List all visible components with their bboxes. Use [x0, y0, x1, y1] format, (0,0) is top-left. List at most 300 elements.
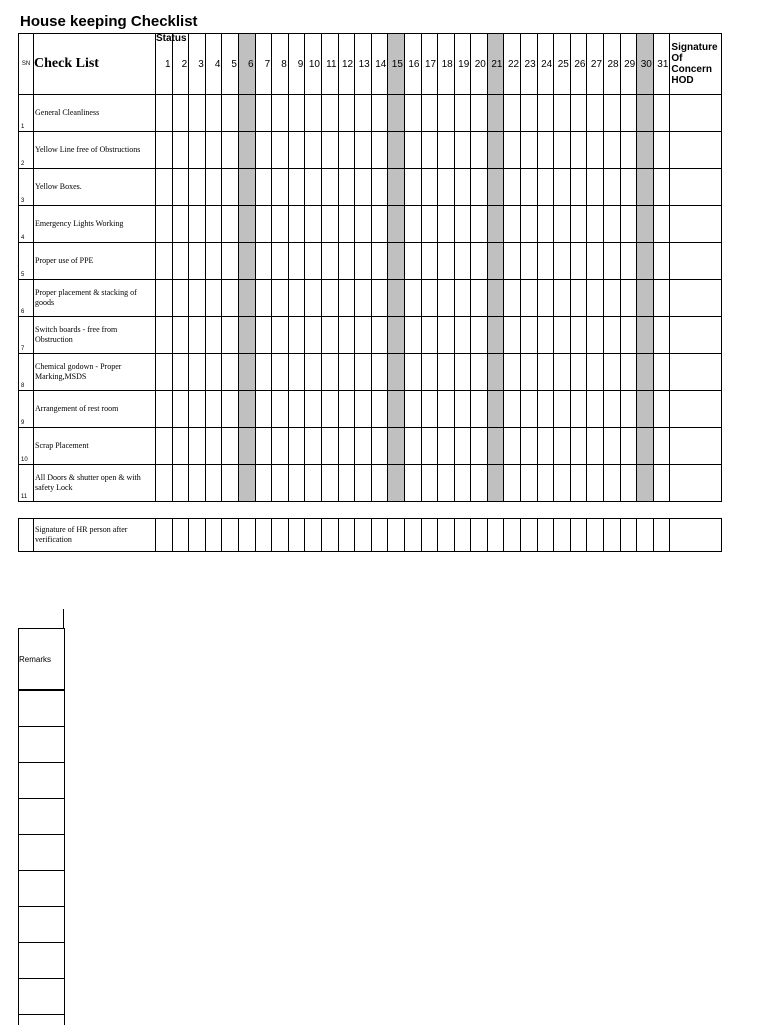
signature-cell[interactable]	[670, 206, 722, 243]
status-cell[interactable]	[321, 95, 338, 132]
status-cell[interactable]	[620, 428, 637, 465]
status-cell[interactable]	[288, 169, 305, 206]
status-cell[interactable]	[620, 465, 637, 502]
hr-day-cell[interactable]	[338, 519, 355, 552]
hr-day-cell[interactable]	[537, 519, 554, 552]
hr-day-cell[interactable]	[620, 519, 637, 552]
status-cell[interactable]	[338, 317, 355, 354]
hr-day-cell[interactable]	[421, 519, 438, 552]
hr-day-cell[interactable]	[355, 519, 372, 552]
status-cell[interactable]	[487, 169, 504, 206]
status-cell[interactable]	[587, 465, 604, 502]
remarks-cell[interactable]	[19, 871, 65, 907]
status-cell[interactable]	[371, 206, 388, 243]
status-cell[interactable]	[321, 428, 338, 465]
remarks-cell[interactable]	[19, 690, 65, 727]
status-cell[interactable]	[205, 428, 222, 465]
hr-day-cell[interactable]	[238, 519, 255, 552]
status-cell[interactable]	[637, 391, 654, 428]
status-cell[interactable]	[156, 465, 173, 502]
status-cell[interactable]	[338, 354, 355, 391]
status-cell[interactable]	[305, 243, 322, 280]
status-cell[interactable]	[554, 465, 571, 502]
status-cell[interactable]	[172, 391, 189, 428]
status-cell[interactable]	[205, 206, 222, 243]
status-cell[interactable]	[156, 280, 173, 317]
status-cell[interactable]	[438, 132, 455, 169]
status-cell[interactable]	[156, 169, 173, 206]
status-cell[interactable]	[421, 169, 438, 206]
status-cell[interactable]	[421, 243, 438, 280]
status-cell[interactable]	[205, 391, 222, 428]
status-cell[interactable]	[272, 243, 289, 280]
status-cell[interactable]	[355, 132, 372, 169]
status-cell[interactable]	[653, 169, 670, 206]
status-cell[interactable]	[438, 391, 455, 428]
status-cell[interactable]	[471, 206, 488, 243]
status-cell[interactable]	[537, 95, 554, 132]
status-cell[interactable]	[637, 465, 654, 502]
status-cell[interactable]	[570, 206, 587, 243]
status-cell[interactable]	[321, 243, 338, 280]
signature-cell[interactable]	[670, 243, 722, 280]
status-cell[interactable]	[504, 280, 521, 317]
status-cell[interactable]	[587, 169, 604, 206]
remarks-cell[interactable]	[19, 835, 65, 871]
status-cell[interactable]	[438, 354, 455, 391]
hr-day-cell[interactable]	[255, 519, 272, 552]
status-cell[interactable]	[421, 317, 438, 354]
remarks-cell[interactable]	[19, 907, 65, 943]
status-cell[interactable]	[172, 169, 189, 206]
status-cell[interactable]	[421, 465, 438, 502]
status-cell[interactable]	[272, 391, 289, 428]
status-cell[interactable]	[521, 280, 538, 317]
status-cell[interactable]	[570, 243, 587, 280]
status-cell[interactable]	[288, 95, 305, 132]
status-cell[interactable]	[388, 243, 405, 280]
status-cell[interactable]	[587, 391, 604, 428]
signature-cell[interactable]	[670, 317, 722, 354]
status-cell[interactable]	[454, 243, 471, 280]
status-cell[interactable]	[189, 354, 206, 391]
status-cell[interactable]	[637, 132, 654, 169]
status-cell[interactable]	[371, 317, 388, 354]
status-cell[interactable]	[338, 280, 355, 317]
signature-cell[interactable]	[670, 465, 722, 502]
status-cell[interactable]	[288, 317, 305, 354]
status-cell[interactable]	[653, 206, 670, 243]
status-cell[interactable]	[471, 465, 488, 502]
status-cell[interactable]	[205, 465, 222, 502]
status-cell[interactable]	[637, 95, 654, 132]
status-cell[interactable]	[321, 169, 338, 206]
status-cell[interactable]	[570, 354, 587, 391]
status-cell[interactable]	[222, 169, 239, 206]
hr-day-cell[interactable]	[604, 519, 621, 552]
status-cell[interactable]	[222, 280, 239, 317]
status-cell[interactable]	[305, 132, 322, 169]
status-cell[interactable]	[272, 280, 289, 317]
status-cell[interactable]	[388, 280, 405, 317]
status-cell[interactable]	[156, 243, 173, 280]
status-cell[interactable]	[189, 243, 206, 280]
status-cell[interactable]	[355, 206, 372, 243]
status-cell[interactable]	[238, 354, 255, 391]
status-cell[interactable]	[471, 354, 488, 391]
status-cell[interactable]	[156, 428, 173, 465]
status-cell[interactable]	[255, 465, 272, 502]
status-cell[interactable]	[421, 95, 438, 132]
status-cell[interactable]	[355, 280, 372, 317]
status-cell[interactable]	[438, 243, 455, 280]
status-cell[interactable]	[205, 132, 222, 169]
status-cell[interactable]	[272, 206, 289, 243]
status-cell[interactable]	[172, 465, 189, 502]
status-cell[interactable]	[620, 206, 637, 243]
hr-signature-cell[interactable]	[670, 519, 722, 552]
status-cell[interactable]	[272, 317, 289, 354]
status-cell[interactable]	[189, 280, 206, 317]
status-cell[interactable]	[637, 317, 654, 354]
status-cell[interactable]	[355, 317, 372, 354]
status-cell[interactable]	[355, 243, 372, 280]
status-cell[interactable]	[404, 465, 421, 502]
status-cell[interactable]	[404, 354, 421, 391]
status-cell[interactable]	[388, 95, 405, 132]
status-cell[interactable]	[404, 132, 421, 169]
status-cell[interactable]	[554, 354, 571, 391]
status-cell[interactable]	[305, 169, 322, 206]
status-cell[interactable]	[438, 169, 455, 206]
status-cell[interactable]	[637, 428, 654, 465]
status-cell[interactable]	[404, 169, 421, 206]
status-cell[interactable]	[305, 95, 322, 132]
status-cell[interactable]	[205, 280, 222, 317]
hr-day-cell[interactable]	[521, 519, 538, 552]
status-cell[interactable]	[205, 243, 222, 280]
status-cell[interactable]	[205, 354, 222, 391]
status-cell[interactable]	[156, 317, 173, 354]
status-cell[interactable]	[272, 132, 289, 169]
status-cell[interactable]	[156, 206, 173, 243]
status-cell[interactable]	[421, 391, 438, 428]
status-cell[interactable]	[653, 354, 670, 391]
status-cell[interactable]	[471, 243, 488, 280]
status-cell[interactable]	[570, 465, 587, 502]
status-cell[interactable]	[537, 317, 554, 354]
status-cell[interactable]	[537, 280, 554, 317]
status-cell[interactable]	[554, 95, 571, 132]
status-cell[interactable]	[554, 243, 571, 280]
status-cell[interactable]	[255, 280, 272, 317]
signature-cell[interactable]	[670, 132, 722, 169]
status-cell[interactable]	[504, 354, 521, 391]
hr-day-cell[interactable]	[172, 519, 189, 552]
hr-day-cell[interactable]	[653, 519, 670, 552]
status-cell[interactable]	[587, 243, 604, 280]
status-cell[interactable]	[388, 206, 405, 243]
status-cell[interactable]	[487, 354, 504, 391]
status-cell[interactable]	[222, 206, 239, 243]
status-cell[interactable]	[222, 354, 239, 391]
hr-day-cell[interactable]	[189, 519, 206, 552]
status-cell[interactable]	[504, 243, 521, 280]
status-cell[interactable]	[321, 354, 338, 391]
status-cell[interactable]	[288, 391, 305, 428]
status-cell[interactable]	[653, 95, 670, 132]
status-cell[interactable]	[487, 317, 504, 354]
status-cell[interactable]	[570, 132, 587, 169]
status-cell[interactable]	[521, 169, 538, 206]
status-cell[interactable]	[521, 206, 538, 243]
status-cell[interactable]	[404, 243, 421, 280]
signature-cell[interactable]	[670, 428, 722, 465]
status-cell[interactable]	[454, 169, 471, 206]
status-cell[interactable]	[620, 354, 637, 391]
status-cell[interactable]	[554, 428, 571, 465]
status-cell[interactable]	[521, 95, 538, 132]
status-cell[interactable]	[272, 428, 289, 465]
status-cell[interactable]	[388, 169, 405, 206]
status-cell[interactable]	[454, 280, 471, 317]
status-cell[interactable]	[172, 317, 189, 354]
status-cell[interactable]	[321, 280, 338, 317]
status-cell[interactable]	[471, 169, 488, 206]
status-cell[interactable]	[156, 95, 173, 132]
status-cell[interactable]	[238, 391, 255, 428]
status-cell[interactable]	[570, 280, 587, 317]
status-cell[interactable]	[537, 354, 554, 391]
hr-day-cell[interactable]	[587, 519, 604, 552]
status-cell[interactable]	[338, 169, 355, 206]
status-cell[interactable]	[521, 465, 538, 502]
hr-day-cell[interactable]	[438, 519, 455, 552]
status-cell[interactable]	[172, 428, 189, 465]
status-cell[interactable]	[255, 317, 272, 354]
status-cell[interactable]	[222, 317, 239, 354]
status-cell[interactable]	[404, 206, 421, 243]
status-cell[interactable]	[620, 169, 637, 206]
hr-day-cell[interactable]	[504, 519, 521, 552]
status-cell[interactable]	[388, 132, 405, 169]
status-cell[interactable]	[205, 95, 222, 132]
status-cell[interactable]	[189, 391, 206, 428]
status-cell[interactable]	[156, 354, 173, 391]
remarks-cell[interactable]	[19, 763, 65, 799]
hr-day-cell[interactable]	[570, 519, 587, 552]
status-cell[interactable]	[504, 391, 521, 428]
status-cell[interactable]	[321, 132, 338, 169]
status-cell[interactable]	[189, 95, 206, 132]
status-cell[interactable]	[321, 317, 338, 354]
status-cell[interactable]	[554, 280, 571, 317]
status-cell[interactable]	[587, 280, 604, 317]
status-cell[interactable]	[305, 391, 322, 428]
status-cell[interactable]	[371, 354, 388, 391]
status-cell[interactable]	[189, 465, 206, 502]
status-cell[interactable]	[471, 280, 488, 317]
status-cell[interactable]	[371, 280, 388, 317]
status-cell[interactable]	[355, 354, 372, 391]
status-cell[interactable]	[388, 354, 405, 391]
status-cell[interactable]	[471, 317, 488, 354]
signature-cell[interactable]	[670, 280, 722, 317]
status-cell[interactable]	[537, 391, 554, 428]
status-cell[interactable]	[338, 132, 355, 169]
status-cell[interactable]	[521, 317, 538, 354]
status-cell[interactable]	[238, 169, 255, 206]
signature-cell[interactable]	[670, 391, 722, 428]
status-cell[interactable]	[172, 243, 189, 280]
status-cell[interactable]	[504, 317, 521, 354]
status-cell[interactable]	[487, 243, 504, 280]
status-cell[interactable]	[238, 280, 255, 317]
status-cell[interactable]	[172, 132, 189, 169]
signature-cell[interactable]	[670, 354, 722, 391]
status-cell[interactable]	[504, 132, 521, 169]
status-cell[interactable]	[421, 428, 438, 465]
status-cell[interactable]	[454, 132, 471, 169]
status-cell[interactable]	[321, 391, 338, 428]
hr-day-cell[interactable]	[222, 519, 239, 552]
status-cell[interactable]	[189, 428, 206, 465]
status-cell[interactable]	[653, 280, 670, 317]
status-cell[interactable]	[338, 206, 355, 243]
status-cell[interactable]	[521, 391, 538, 428]
status-cell[interactable]	[570, 428, 587, 465]
status-cell[interactable]	[355, 465, 372, 502]
status-cell[interactable]	[504, 95, 521, 132]
status-cell[interactable]	[537, 206, 554, 243]
status-cell[interactable]	[388, 391, 405, 428]
status-cell[interactable]	[255, 169, 272, 206]
status-cell[interactable]	[421, 280, 438, 317]
status-cell[interactable]	[487, 428, 504, 465]
status-cell[interactable]	[570, 169, 587, 206]
status-cell[interactable]	[305, 317, 322, 354]
status-cell[interactable]	[504, 428, 521, 465]
status-cell[interactable]	[238, 243, 255, 280]
status-cell[interactable]	[554, 169, 571, 206]
status-cell[interactable]	[205, 169, 222, 206]
hr-day-cell[interactable]	[321, 519, 338, 552]
status-cell[interactable]	[537, 428, 554, 465]
status-cell[interactable]	[371, 243, 388, 280]
status-cell[interactable]	[637, 169, 654, 206]
status-cell[interactable]	[487, 206, 504, 243]
status-cell[interactable]	[521, 354, 538, 391]
status-cell[interactable]	[421, 206, 438, 243]
status-cell[interactable]	[255, 391, 272, 428]
status-cell[interactable]	[404, 95, 421, 132]
status-cell[interactable]	[537, 169, 554, 206]
status-cell[interactable]	[172, 354, 189, 391]
status-cell[interactable]	[288, 132, 305, 169]
hr-day-cell[interactable]	[487, 519, 504, 552]
status-cell[interactable]	[355, 391, 372, 428]
status-cell[interactable]	[471, 428, 488, 465]
status-cell[interactable]	[189, 317, 206, 354]
signature-cell[interactable]	[670, 169, 722, 206]
remarks-cell[interactable]	[19, 727, 65, 763]
status-cell[interactable]	[604, 95, 621, 132]
status-cell[interactable]	[222, 465, 239, 502]
status-cell[interactable]	[554, 206, 571, 243]
status-cell[interactable]	[189, 169, 206, 206]
status-cell[interactable]	[305, 206, 322, 243]
status-cell[interactable]	[156, 132, 173, 169]
hr-day-cell[interactable]	[554, 519, 571, 552]
remarks-cell[interactable]	[19, 799, 65, 835]
status-cell[interactable]	[238, 95, 255, 132]
hr-day-cell[interactable]	[205, 519, 222, 552]
status-cell[interactable]	[487, 391, 504, 428]
status-cell[interactable]	[338, 428, 355, 465]
status-cell[interactable]	[537, 243, 554, 280]
status-cell[interactable]	[620, 132, 637, 169]
status-cell[interactable]	[620, 95, 637, 132]
hr-day-cell[interactable]	[454, 519, 471, 552]
status-cell[interactable]	[637, 280, 654, 317]
status-cell[interactable]	[255, 243, 272, 280]
status-cell[interactable]	[172, 95, 189, 132]
status-cell[interactable]	[371, 428, 388, 465]
status-cell[interactable]	[421, 132, 438, 169]
hr-day-cell[interactable]	[156, 519, 173, 552]
status-cell[interactable]	[454, 354, 471, 391]
status-cell[interactable]	[321, 465, 338, 502]
status-cell[interactable]	[454, 465, 471, 502]
status-cell[interactable]	[504, 169, 521, 206]
status-cell[interactable]	[620, 317, 637, 354]
hr-day-cell[interactable]	[371, 519, 388, 552]
status-cell[interactable]	[255, 206, 272, 243]
status-cell[interactable]	[205, 317, 222, 354]
status-cell[interactable]	[238, 132, 255, 169]
status-cell[interactable]	[355, 169, 372, 206]
status-cell[interactable]	[371, 391, 388, 428]
status-cell[interactable]	[371, 95, 388, 132]
status-cell[interactable]	[537, 132, 554, 169]
status-cell[interactable]	[587, 206, 604, 243]
status-cell[interactable]	[338, 391, 355, 428]
status-cell[interactable]	[305, 465, 322, 502]
status-cell[interactable]	[653, 428, 670, 465]
status-cell[interactable]	[288, 243, 305, 280]
status-cell[interactable]	[587, 95, 604, 132]
hr-day-cell[interactable]	[471, 519, 488, 552]
remarks-cell[interactable]	[19, 943, 65, 979]
status-cell[interactable]	[620, 280, 637, 317]
status-cell[interactable]	[156, 391, 173, 428]
status-cell[interactable]	[438, 280, 455, 317]
status-cell[interactable]	[305, 354, 322, 391]
status-cell[interactable]	[355, 428, 372, 465]
status-cell[interactable]	[288, 206, 305, 243]
status-cell[interactable]	[471, 132, 488, 169]
status-cell[interactable]	[653, 132, 670, 169]
status-cell[interactable]	[454, 206, 471, 243]
status-cell[interactable]	[604, 317, 621, 354]
status-cell[interactable]	[604, 132, 621, 169]
status-cell[interactable]	[305, 428, 322, 465]
status-cell[interactable]	[272, 95, 289, 132]
status-cell[interactable]	[255, 95, 272, 132]
status-cell[interactable]	[189, 206, 206, 243]
status-cell[interactable]	[620, 391, 637, 428]
status-cell[interactable]	[653, 317, 670, 354]
